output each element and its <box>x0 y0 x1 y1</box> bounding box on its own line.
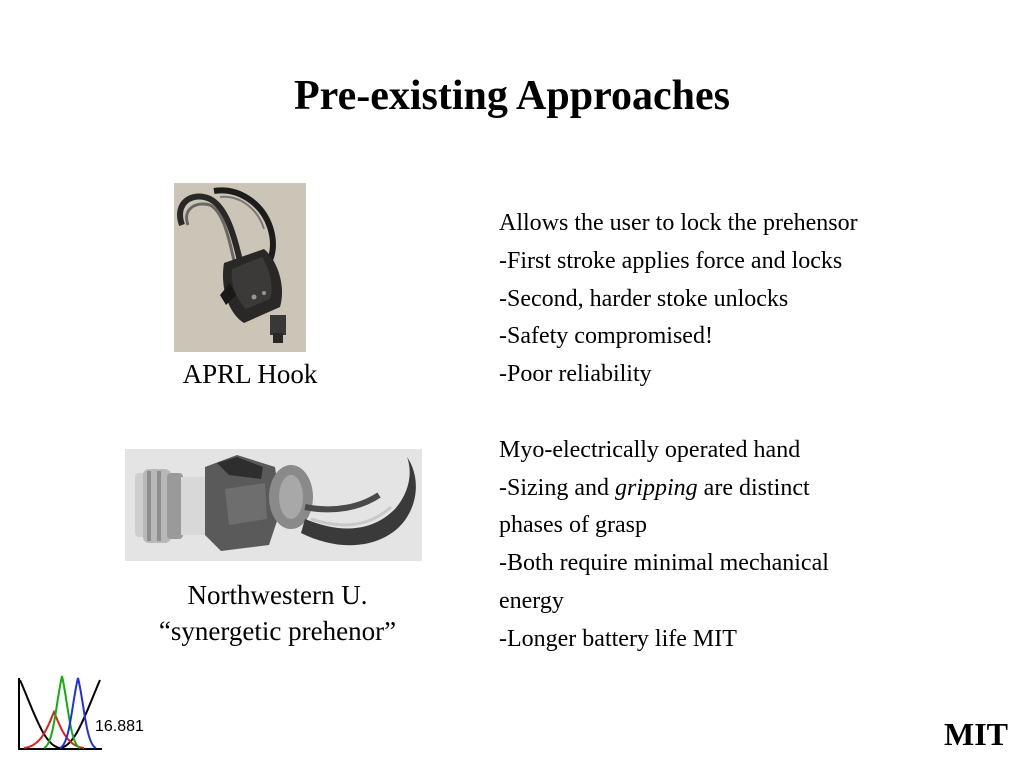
myo-sizing-after: are distinct <box>697 474 810 501</box>
aprl-point: -Poor reliability <box>499 361 652 388</box>
paragraph-gap <box>499 394 999 432</box>
institution-mark: MIT <box>944 716 1008 752</box>
distribution-curves-logo <box>14 672 106 754</box>
aprl-point: -Second, harder stoke unlocks <box>499 285 789 312</box>
aprl-hook-caption: APRL Hook <box>182 359 318 389</box>
myo-point: -Both require minimal mechanical <box>499 550 829 577</box>
myo-heading: Myo-electrically operated hand <box>499 436 801 463</box>
myo-point: phases of grasp <box>499 512 647 539</box>
aprl-point: -First stroke applies force and locks <box>499 247 843 274</box>
northwestern-caption-line1: Northwestern U. <box>187 580 368 610</box>
northwestern-prehensor-photo <box>125 449 422 561</box>
myo-sizing-before: -Sizing and <box>499 474 615 501</box>
course-number: 16.881 <box>95 718 144 735</box>
northwestern-caption-line2: “synergetic prehenor” <box>158 616 397 646</box>
aprl-hook-photo <box>174 183 306 352</box>
approach-notes <box>499 205 999 659</box>
myo-point-sizing <box>499 470 999 508</box>
slide-title: Pre-existing Approaches <box>294 73 730 119</box>
aprl-point: Allows the user to lock the prehensor <box>499 210 858 236</box>
myo-point: energy <box>499 587 564 614</box>
myo-sizing-italic: gripping <box>614 474 698 501</box>
myo-point: -Longer battery life MIT <box>499 625 737 652</box>
northwestern-caption <box>100 577 455 649</box>
aprl-point: -Safety compromised! <box>499 323 713 350</box>
